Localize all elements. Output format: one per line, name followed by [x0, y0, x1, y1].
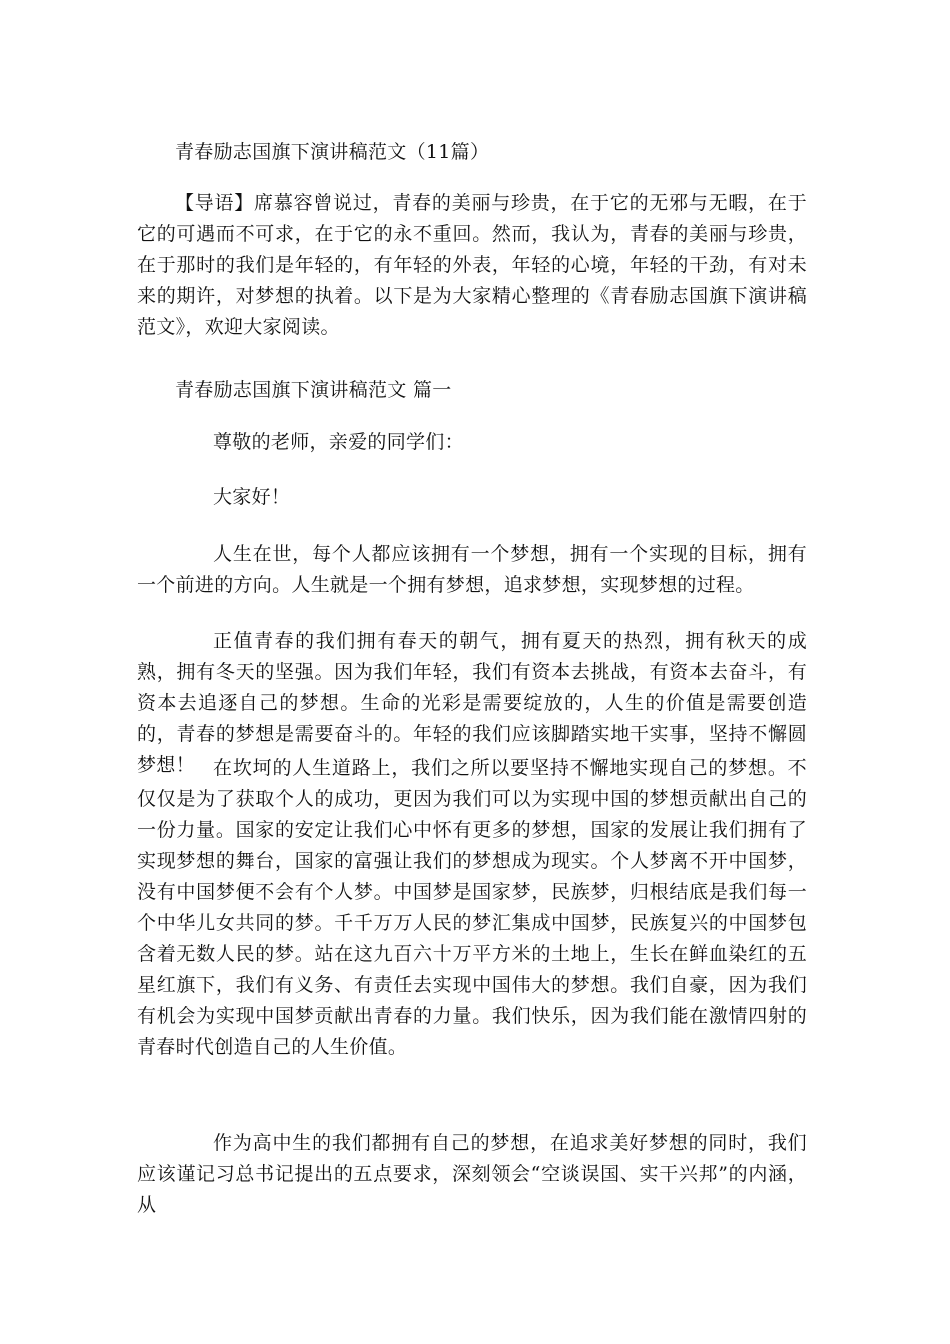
body-paragraph: 人生在世，每个人都应该拥有一个梦想，拥有一个实现的目标，拥有一个前进的方向。人生就是一个拥有梦想，追求梦想，实现梦想的过程。 — [137, 543, 807, 596]
body-paragraph: 在坎坷的人生道路上，我们之所以要坚持不懈地实现自己的梦想。不仅仅是为了获取个人的成功，更因为我们可以为实现中国的梦想贡献出自己的一份力量。国家的安定让我们心中怀有更多的梦想，国家的发展让我们拥有了实现梦想的舞台，国家的富强让我们的梦想成为现实。个人梦离不开中国梦，没有中国梦便不会有个人梦。中国梦是国家梦，民族梦，归根结底是我们每一个中华儿女共同的梦。千千万万人民的梦汇集成中国梦，民族复兴的中国梦包含着无数人民的梦。站在这九百六十万平方米的土地上，生长在鲜血染红的五星红旗下，我们有义务、有责任去实现中国伟大的梦想。我们自豪，因为我们有机会为实现中国梦贡献出青春的力量。我们快乐，因为我们能在激情四射的青春时代创造自己的人生价值。 — [137, 757, 807, 1058]
salutation-line: 尊敬的老师，亲爱的同学们： — [213, 431, 464, 453]
document-title: 青春励志国旗下演讲稿范文（11篇） — [175, 141, 490, 163]
body-paragraph: 作为高中生的我们都拥有自己的梦想，在追求美好梦想的同时，我们应该谨记习总书记提出的五点要求，深刻领会“空谈误国、实干兴邦”的内涵，从 — [137, 1132, 807, 1216]
greeting-line: 大家好！ — [213, 486, 291, 508]
intro-paragraph: 【导语】席慕容曾说过，青春的美丽与珍贵，在于它的无邪与无暇，在于它的可遇而不可求，在于它的永不重回。然而，我认为，青春的美丽与珍贵，在于那时的我们是年轻的，有年轻的外表，年轻的心境，年轻的干劲，有对未来的期许，对梦想的执着。以下是为大家精心整理的《青春励志国旗下演讲稿范文》，欢迎大家阅读。 — [137, 192, 807, 338]
section-heading: 青春励志国旗下演讲稿范文 篇一 — [175, 379, 452, 401]
body-paragraph: 正值青春的我们拥有春天的朝气，拥有夏天的热烈，拥有秋天的成熟，拥有冬天的坚强。因为我们年轻，我们有资本去挑战，有资本去奋斗，有资本去追逐自己的梦想。生命的光彩是需要绽放的，人生的价值是需要创造的，青春的梦想是需要奋斗的。年轻的我们应该脚踏实地干实事，坚持不懈圆梦想！ — [137, 630, 807, 776]
